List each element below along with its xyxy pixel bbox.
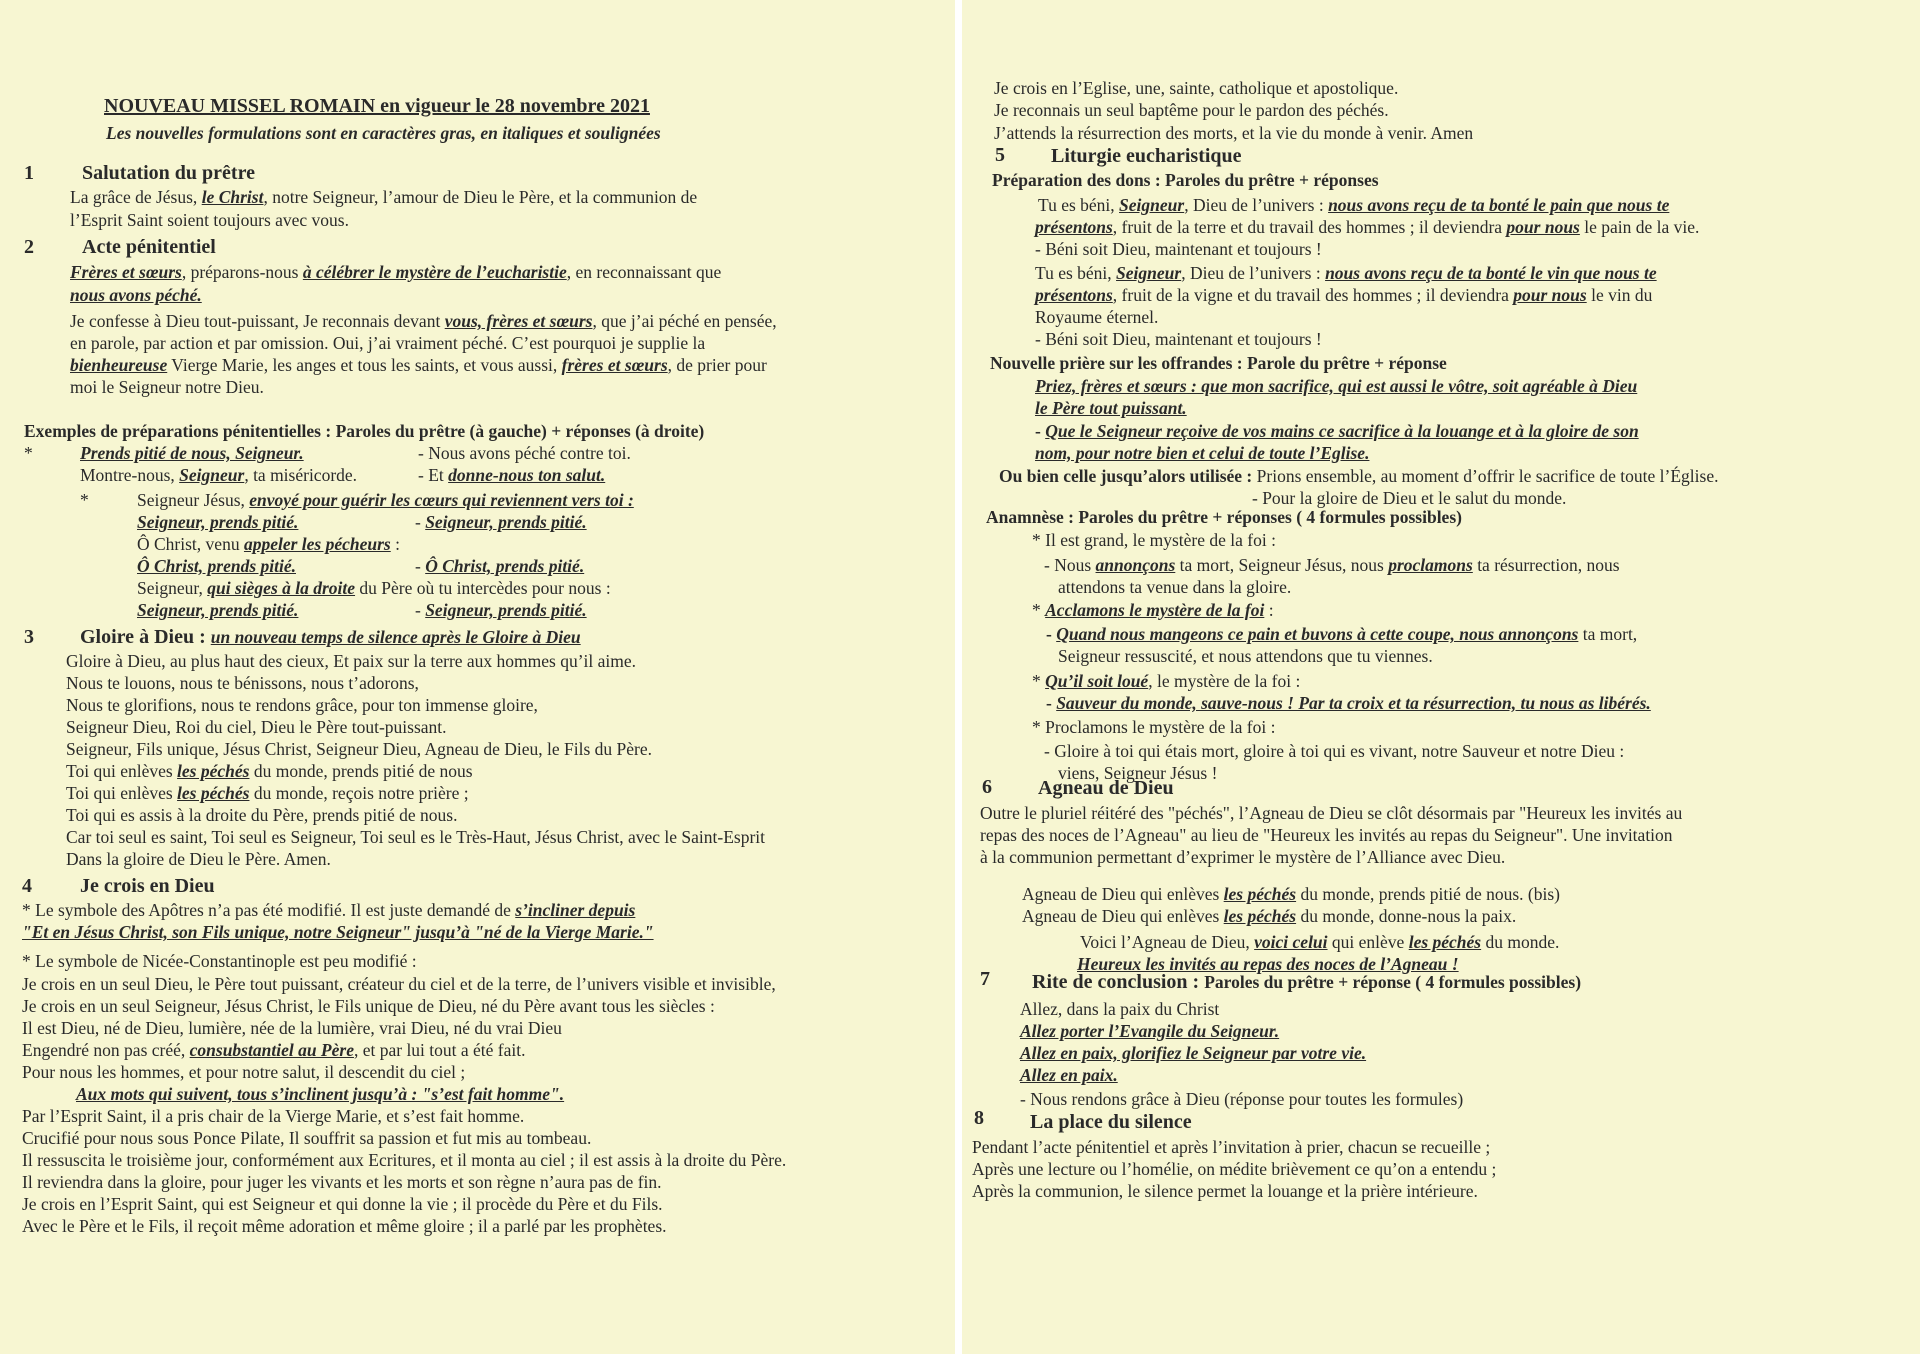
- text: Agneau de Dieu qui enlèves: [1022, 884, 1224, 904]
- dismissal-line: Allez, dans la paix du Christ: [1020, 999, 1220, 1019]
- text: Engendré non pas créé,: [22, 1040, 190, 1060]
- confiteor-line: moi le Seigneur notre Dieu.: [70, 377, 264, 397]
- examples-heading: Exemples de préparations pénitentielles : Paroles du prêtre (à gauche) + réponses (à droite): [24, 421, 705, 441]
- orate-line: le Père tout puissant.: [1035, 398, 1187, 418]
- section-8-heading: La place du silence: [1030, 1111, 1192, 1133]
- section-3-number: 3: [24, 626, 34, 648]
- emphasis: Ô Christ, prends pitié.: [425, 556, 585, 576]
- section-6-heading: Agneau de Dieu: [1038, 777, 1174, 799]
- section-8-number: 8: [974, 1107, 984, 1129]
- text: , Dieu de l’univers :: [1184, 195, 1329, 215]
- text: du monde, prends pitié de nous. (bis): [1296, 884, 1561, 904]
- text: - Et: [418, 465, 449, 485]
- credo-line: Je crois en un seul Dieu, le Père tout puissant, créateur du ciel et de la terre, de l’univers visible et invisible,: [22, 974, 776, 994]
- anamnesis-line: attendons ta venue dans la gloire.: [1058, 577, 1292, 597]
- text: Toi qui enlèves: [66, 783, 178, 803]
- emphasis: envoyé pour guérir les cœurs qui reviennent vers toi :: [249, 490, 634, 510]
- text: Montre-nous,: [80, 465, 180, 485]
- anamnesis-line: Seigneur ressuscité, et nous attendons que tu viennes.: [1058, 646, 1433, 666]
- document-subtitle: Les nouvelles formulations sont en caractères gras, en italiques et soulignées: [106, 123, 661, 143]
- section-2-heading: Acte pénitentiel: [82, 236, 216, 258]
- dismissal-line: Allez en paix, glorifiez le Seigneur par votre vie.: [1020, 1043, 1367, 1063]
- example-line: [137, 578, 611, 599]
- example-line: [80, 465, 357, 486]
- anamnesis-line: - Gloire à toi qui étais mort, gloire à toi qui es vivant, notre Sauveur et notre Dieu :: [1044, 741, 1625, 761]
- emphasis: Sauveur du monde, sauve-nous ! Par ta croix et ta résurrection, tu nous as libérés.: [1056, 693, 1651, 713]
- text: :: [390, 534, 400, 554]
- section-1-number: 1: [24, 162, 34, 184]
- heading-text: Rite de conclusion :: [1032, 971, 1205, 993]
- emphasis: vous, frères et sœurs: [444, 311, 593, 331]
- section-2-line: [70, 262, 721, 283]
- section-7-number: 7: [980, 968, 990, 990]
- emphasis: pour nous: [1513, 285, 1587, 305]
- text: , fruit de la terre et du travail des hommes ; il deviendra: [1112, 217, 1507, 237]
- text: , fruit de la vigne et du travail des hommes ; il deviendra: [1112, 285, 1514, 305]
- section-3-heading: [80, 627, 581, 648]
- text: du monde, reçois notre prière ;: [249, 783, 469, 803]
- gloria-line: Nous te glorifions, nous te rendons grâce, pour ton immense gloire,: [66, 695, 538, 715]
- text: Agneau de Dieu qui enlèves: [1022, 906, 1224, 926]
- emphasis: nous avons reçu de ta bonté le vin que nous te: [1325, 263, 1657, 283]
- text: Ô Christ, venu: [137, 534, 244, 554]
- emphasis: annonçons: [1095, 555, 1176, 575]
- emphasis: nous avons reçu de ta bonté le pain que nous te: [1328, 195, 1670, 215]
- text: , notre Seigneur, l’amour de Dieu le Père, et la communion de: [263, 187, 698, 207]
- emphasis: s’incliner depuis: [515, 900, 636, 920]
- text: du Père où tu intercèdes pour nous :: [355, 578, 611, 598]
- left-page: [0, 0, 955, 1354]
- example-line: Prends pitié de nous, Seigneur.: [80, 443, 304, 463]
- emphasis: le Christ: [201, 187, 264, 207]
- emphasis: les péchés: [177, 783, 250, 803]
- text: La grâce de Jésus,: [70, 187, 202, 207]
- credo-note: [22, 900, 635, 921]
- emphasis: présentons: [1035, 217, 1113, 237]
- offertory-response: - Béni soit Dieu, maintenant et toujours !: [1035, 329, 1322, 349]
- agnus-line: [1022, 884, 1560, 905]
- agnus-note: Outre le pluriel réitéré des "péchés", l’Agneau de Dieu se clôt désormais par "Heureux les invités au: [980, 803, 1683, 823]
- text: , ta miséricorde.: [244, 465, 358, 485]
- emphasis: Seigneur, prends pitié.: [425, 600, 587, 620]
- section-5-number: 5: [995, 144, 1005, 166]
- text: * Le symbole des Apôtres n’a pas été modifié. Il est juste demandé de: [22, 900, 516, 920]
- document-title: NOUVEAU MISSEL ROMAIN en vigueur le 28 novembre 2021: [104, 95, 650, 117]
- text: :: [1264, 600, 1274, 620]
- emphasis: frères et sœurs: [561, 355, 668, 375]
- emphasis: les péchés: [1223, 884, 1297, 904]
- credo-line: Je crois en l’Esprit Saint, qui est Seigneur et qui donne la vie ; il procède du Père et du Fils.: [22, 1194, 663, 1214]
- text: -: [1035, 421, 1046, 441]
- text: *: [1032, 671, 1046, 691]
- credo-line: Il reviendra dans la gloire, pour juger les vivants et les morts et son règne n’aura pas de fin.: [22, 1172, 662, 1192]
- credo-line: [22, 1040, 526, 1061]
- text: Voici l’Agneau de Dieu,: [1080, 932, 1255, 952]
- text: , préparons-nous: [181, 262, 303, 282]
- orate-response: nom, pour notre bien et celui de toute l’Eglise.: [1035, 443, 1370, 463]
- silence-line: Après la communion, le silence permet la louange et la prière intérieure.: [972, 1181, 1478, 1201]
- gloria-line: Seigneur Dieu, Roi du ciel, Dieu le Père tout-puissant.: [66, 717, 447, 737]
- example-response: [415, 512, 587, 533]
- anamnesis-line: * Il est grand, le mystère de la foi :: [1032, 530, 1276, 550]
- example-line: [137, 490, 634, 511]
- credo-note: * Le symbole de Nicée-Constantinople est peu modifié :: [22, 951, 417, 971]
- text: Tu es béni,: [1035, 263, 1117, 283]
- text: ta résurrection, nous: [1472, 555, 1620, 575]
- emphasis: Frères et sœurs: [70, 262, 182, 282]
- gloria-line: Toi qui es assis à la droite du Père, prends pitié de nous.: [66, 805, 458, 825]
- agnus-note: repas des noces de l’Agneau" au lieu de "Heureux les invités au repas du Seigneur". Une invitation: [980, 825, 1673, 845]
- anamnesis-line: * Proclamons le mystère de la foi :: [1032, 717, 1276, 737]
- text: Seigneur,: [137, 578, 208, 598]
- orate-response: [1035, 421, 1639, 442]
- emphasis: voici celui: [1254, 932, 1328, 952]
- emphasis: Seigneur, prends pitié.: [425, 512, 587, 532]
- subsection-heading: Préparation des dons : Paroles du prêtre + réponses: [992, 170, 1379, 190]
- emphasis: à célébrer le mystère de l’eucharistie: [302, 262, 567, 282]
- orate-line: Priez, frères et sœurs : que mon sacrifice, qui est aussi le vôtre, soit agréable à Dieu: [1035, 376, 1638, 396]
- emphasis: appeler les pécheurs: [243, 534, 391, 554]
- section-7-heading: [1032, 972, 1581, 993]
- text: , de prier pour: [667, 355, 767, 375]
- text: Je confesse à Dieu tout-puissant, Je reconnais devant: [70, 311, 445, 331]
- emphasis: présentons: [1035, 285, 1113, 305]
- emphasis: les péchés: [1223, 906, 1297, 926]
- dismissal-line: Allez porter l’Evangile du Seigneur.: [1020, 1021, 1280, 1041]
- section-6-number: 6: [982, 776, 992, 798]
- offertory-line: [1038, 195, 1669, 216]
- emphasis: pour nous: [1506, 217, 1580, 237]
- text: Toi qui enlèves: [66, 761, 178, 781]
- text: Tu es béni,: [1038, 195, 1120, 215]
- credo-line: Je crois en l’Eglise, une, sainte, catholique et apostolique.: [994, 78, 1399, 98]
- section-1-line: [70, 187, 697, 208]
- emphasis: consubstantiel au Père: [189, 1040, 354, 1060]
- text: ta mort,: [1578, 624, 1638, 644]
- text: le pain de la vie.: [1579, 217, 1700, 237]
- text: ta mort, Seigneur Jésus, nous: [1175, 555, 1389, 575]
- text: Prions ensemble, au moment d’offrir le sacrifice de toute l’Église.: [1256, 466, 1719, 486]
- silence-line: Après une lecture ou l’homélie, on médite brièvement ce qu’on a entendu ;: [972, 1159, 1497, 1179]
- text: , le mystère de la foi :: [1148, 671, 1301, 691]
- offertory-line: [1035, 285, 1652, 306]
- bullet-star: *: [80, 490, 89, 510]
- right-page: [962, 0, 1920, 1354]
- credo-line: Crucifié pour nous sous Ponce Pilate, Il souffrit sa passion et fut mis au tombeau.: [22, 1128, 592, 1148]
- emphasis: Quand nous mangeons ce pain et buvons à cette coupe, nous annonçons: [1056, 624, 1579, 644]
- text: du monde, prends pitié de nous: [249, 761, 473, 781]
- text: , en reconnaissant que: [566, 262, 722, 282]
- text: Seigneur Jésus,: [137, 490, 250, 510]
- credo-note: "Et en Jésus Christ, son Fils unique, notre Seigneur" jusqu’à "né de la Vierge Marie.": [22, 922, 654, 942]
- anamnesis-line: [1032, 600, 1274, 621]
- dismissal-line: Allez en paix.: [1020, 1065, 1118, 1085]
- confiteor-line: [70, 355, 767, 376]
- example-line: Seigneur, prends pitié.: [137, 600, 299, 620]
- orate-alt: [999, 466, 1718, 487]
- section-4-number: 4: [22, 875, 32, 897]
- text: du monde, donne-nous la paix.: [1296, 906, 1517, 926]
- example-response: - Nous avons péché contre toi.: [418, 443, 631, 463]
- emphasis: Seigneur: [179, 465, 245, 485]
- emphasis: Seigneur: [1116, 263, 1182, 283]
- section-1-line: l’Esprit Saint soient toujours avec vous.: [70, 210, 349, 230]
- gloria-line: Nous te louons, nous te bénissons, nous t’adorons,: [66, 673, 419, 693]
- emphasis: bienheureuse: [70, 355, 168, 375]
- anamnesis-line: [1046, 693, 1651, 714]
- text: -: [415, 512, 426, 532]
- orate-alt-response: - Pour la gloire de Dieu et le salut du monde.: [1252, 488, 1567, 508]
- text: , et par lui tout a été fait.: [353, 1040, 526, 1060]
- example-line: Ô Christ, prends pitié.: [137, 556, 296, 576]
- text: - Nous: [1044, 555, 1096, 575]
- gloria-line: Car toi seul es saint, Toi seul es Seigneur, Toi seul es le Très-Haut, Jésus Christ, avec le Saint-Esprit: [66, 827, 766, 847]
- gloria-line: [66, 761, 473, 782]
- subsection-heading: Nouvelle prière sur les offrandes : Parole du prêtre + réponse: [990, 353, 1447, 373]
- emphasis: Seigneur: [1119, 195, 1185, 215]
- section-2-number: 2: [24, 236, 34, 258]
- credo-line: J’attends la résurrection des morts, et la vie du monde à venir. Amen: [994, 123, 1474, 143]
- text: -: [415, 556, 426, 576]
- agnus-line: [1022, 906, 1516, 927]
- emphasis: Qu’il soit loué: [1045, 671, 1149, 691]
- text: du monde.: [1481, 932, 1560, 952]
- example-response: [415, 600, 587, 621]
- credo-line: Il est Dieu, né de Dieu, lumière, née de la lumière, vrai Dieu, né du vrai Dieu: [22, 1018, 562, 1038]
- gloria-line: [66, 783, 469, 804]
- example-response: [418, 465, 605, 486]
- offertory-line: [1035, 217, 1699, 238]
- emphasis: Acclamons le mystère de la foi: [1045, 600, 1265, 620]
- text: -: [1046, 693, 1057, 713]
- section-5-heading: Liturgie eucharistique: [1051, 145, 1242, 167]
- anamnesis-line: [1046, 624, 1637, 645]
- text: , Dieu de l’univers :: [1181, 263, 1326, 283]
- emphasis: les péchés: [1408, 932, 1482, 952]
- example-response: [415, 556, 584, 577]
- emphasis: Que le Seigneur reçoive de vos mains ce sacrifice à la louange et à la gloire de son: [1045, 421, 1639, 441]
- dismissal-response: - Nous rendons grâce à Dieu (réponse pour toutes les formules): [1020, 1089, 1464, 1109]
- heading-text: Gloire à Dieu :: [80, 626, 211, 648]
- anamnesis-line: viens, Seigneur Jésus !: [1058, 763, 1218, 783]
- credo-line: Pour nous les hommes, et pour notre salut, il descendit du ciel ;: [22, 1062, 466, 1082]
- emphasis: les péchés: [177, 761, 250, 781]
- credo-line: Avec le Père et le Fils, il reçoit même adoration et même gloire ; il a parlé par les prophètes.: [22, 1216, 667, 1236]
- bullet-star: *: [24, 443, 33, 463]
- page-gutter: [955, 0, 962, 1354]
- offertory-line: [1035, 263, 1657, 284]
- confiteor-line: en parole, par action et par omission. Oui, j’ai vraiment péché. C’est pourquoi je supplie la: [70, 333, 706, 353]
- anamnesis-line: [1032, 671, 1300, 692]
- gloria-line: Dans la gloire de Dieu le Père. Amen.: [66, 849, 331, 869]
- section-2-line: nous avons péché.: [70, 285, 202, 305]
- agnus-note: à la communion permettant d’exprimer le mystère de l’Alliance avec Dieu.: [980, 847, 1506, 867]
- emphasis: donne-nous ton salut.: [448, 465, 606, 485]
- emphasis: qui sièges à la droite: [207, 578, 356, 598]
- text: Vierge Marie, les anges et tous les saints, et vous aussi,: [167, 355, 562, 375]
- text: qui enlève: [1327, 932, 1409, 952]
- emphasis: un nouveau temps de silence après le Gloire à Dieu: [210, 627, 581, 647]
- label: Ou bien celle jusqu’alors utilisée :: [999, 466, 1257, 486]
- confiteor-line: [70, 311, 777, 332]
- offertory-response: - Béni soit Dieu, maintenant et toujours !: [1035, 239, 1322, 259]
- silence-line: Pendant l’acte pénitentiel et après l’invitation à prier, chacun se recueille ;: [972, 1137, 1491, 1157]
- emphasis: proclamons: [1388, 555, 1473, 575]
- credo-line: Je crois en un seul Seigneur, Jésus Christ, le Fils unique de Dieu, né du Père avant tous les siècles :: [22, 996, 715, 1016]
- ecce-agnus-line: Heureux les invités au repas des noces de l’Agneau !: [1077, 954, 1459, 974]
- heading-detail: Paroles du prêtre + réponse ( 4 formules possibles): [1204, 972, 1582, 992]
- example-line: Seigneur, prends pitié.: [137, 512, 299, 532]
- text: -: [1046, 624, 1057, 644]
- credo-instruction: Aux mots qui suivent, tous s’inclinent jusqu’à : "s’est fait homme".: [76, 1084, 565, 1104]
- gloria-line: Seigneur, Fils unique, Jésus Christ, Seigneur Dieu, Agneau de Dieu, le Fils du Père.: [66, 739, 652, 759]
- text: -: [415, 600, 426, 620]
- text: *: [1032, 600, 1046, 620]
- text: le vin du: [1586, 285, 1653, 305]
- example-line: [137, 534, 400, 555]
- ecce-agnus-line: [1080, 932, 1559, 953]
- credo-line: Je reconnais un seul baptême pour le pardon des péchés.: [994, 100, 1389, 120]
- section-4-heading: Je crois en Dieu: [80, 875, 215, 897]
- text: , que j’ai péché en pensée,: [592, 311, 777, 331]
- subsection-heading: Anamnèse : Paroles du prêtre + réponses ( 4 formules possibles): [986, 507, 1462, 527]
- credo-line: Par l’Esprit Saint, il a pris chair de la Vierge Marie, et s’est fait homme.: [22, 1106, 525, 1126]
- credo-line: Il ressuscita le troisième jour, conformément aux Ecritures, et il monta au ciel ; il est assis à la droite du Père.: [22, 1150, 787, 1170]
- anamnesis-line: [1044, 555, 1620, 576]
- section-1-heading: Salutation du prêtre: [82, 162, 255, 184]
- offertory-line: Royaume éternel.: [1035, 307, 1159, 327]
- gloria-line: Gloire à Dieu, au plus haut des cieux, Et paix sur la terre aux hommes qu’il aime.: [66, 651, 637, 671]
